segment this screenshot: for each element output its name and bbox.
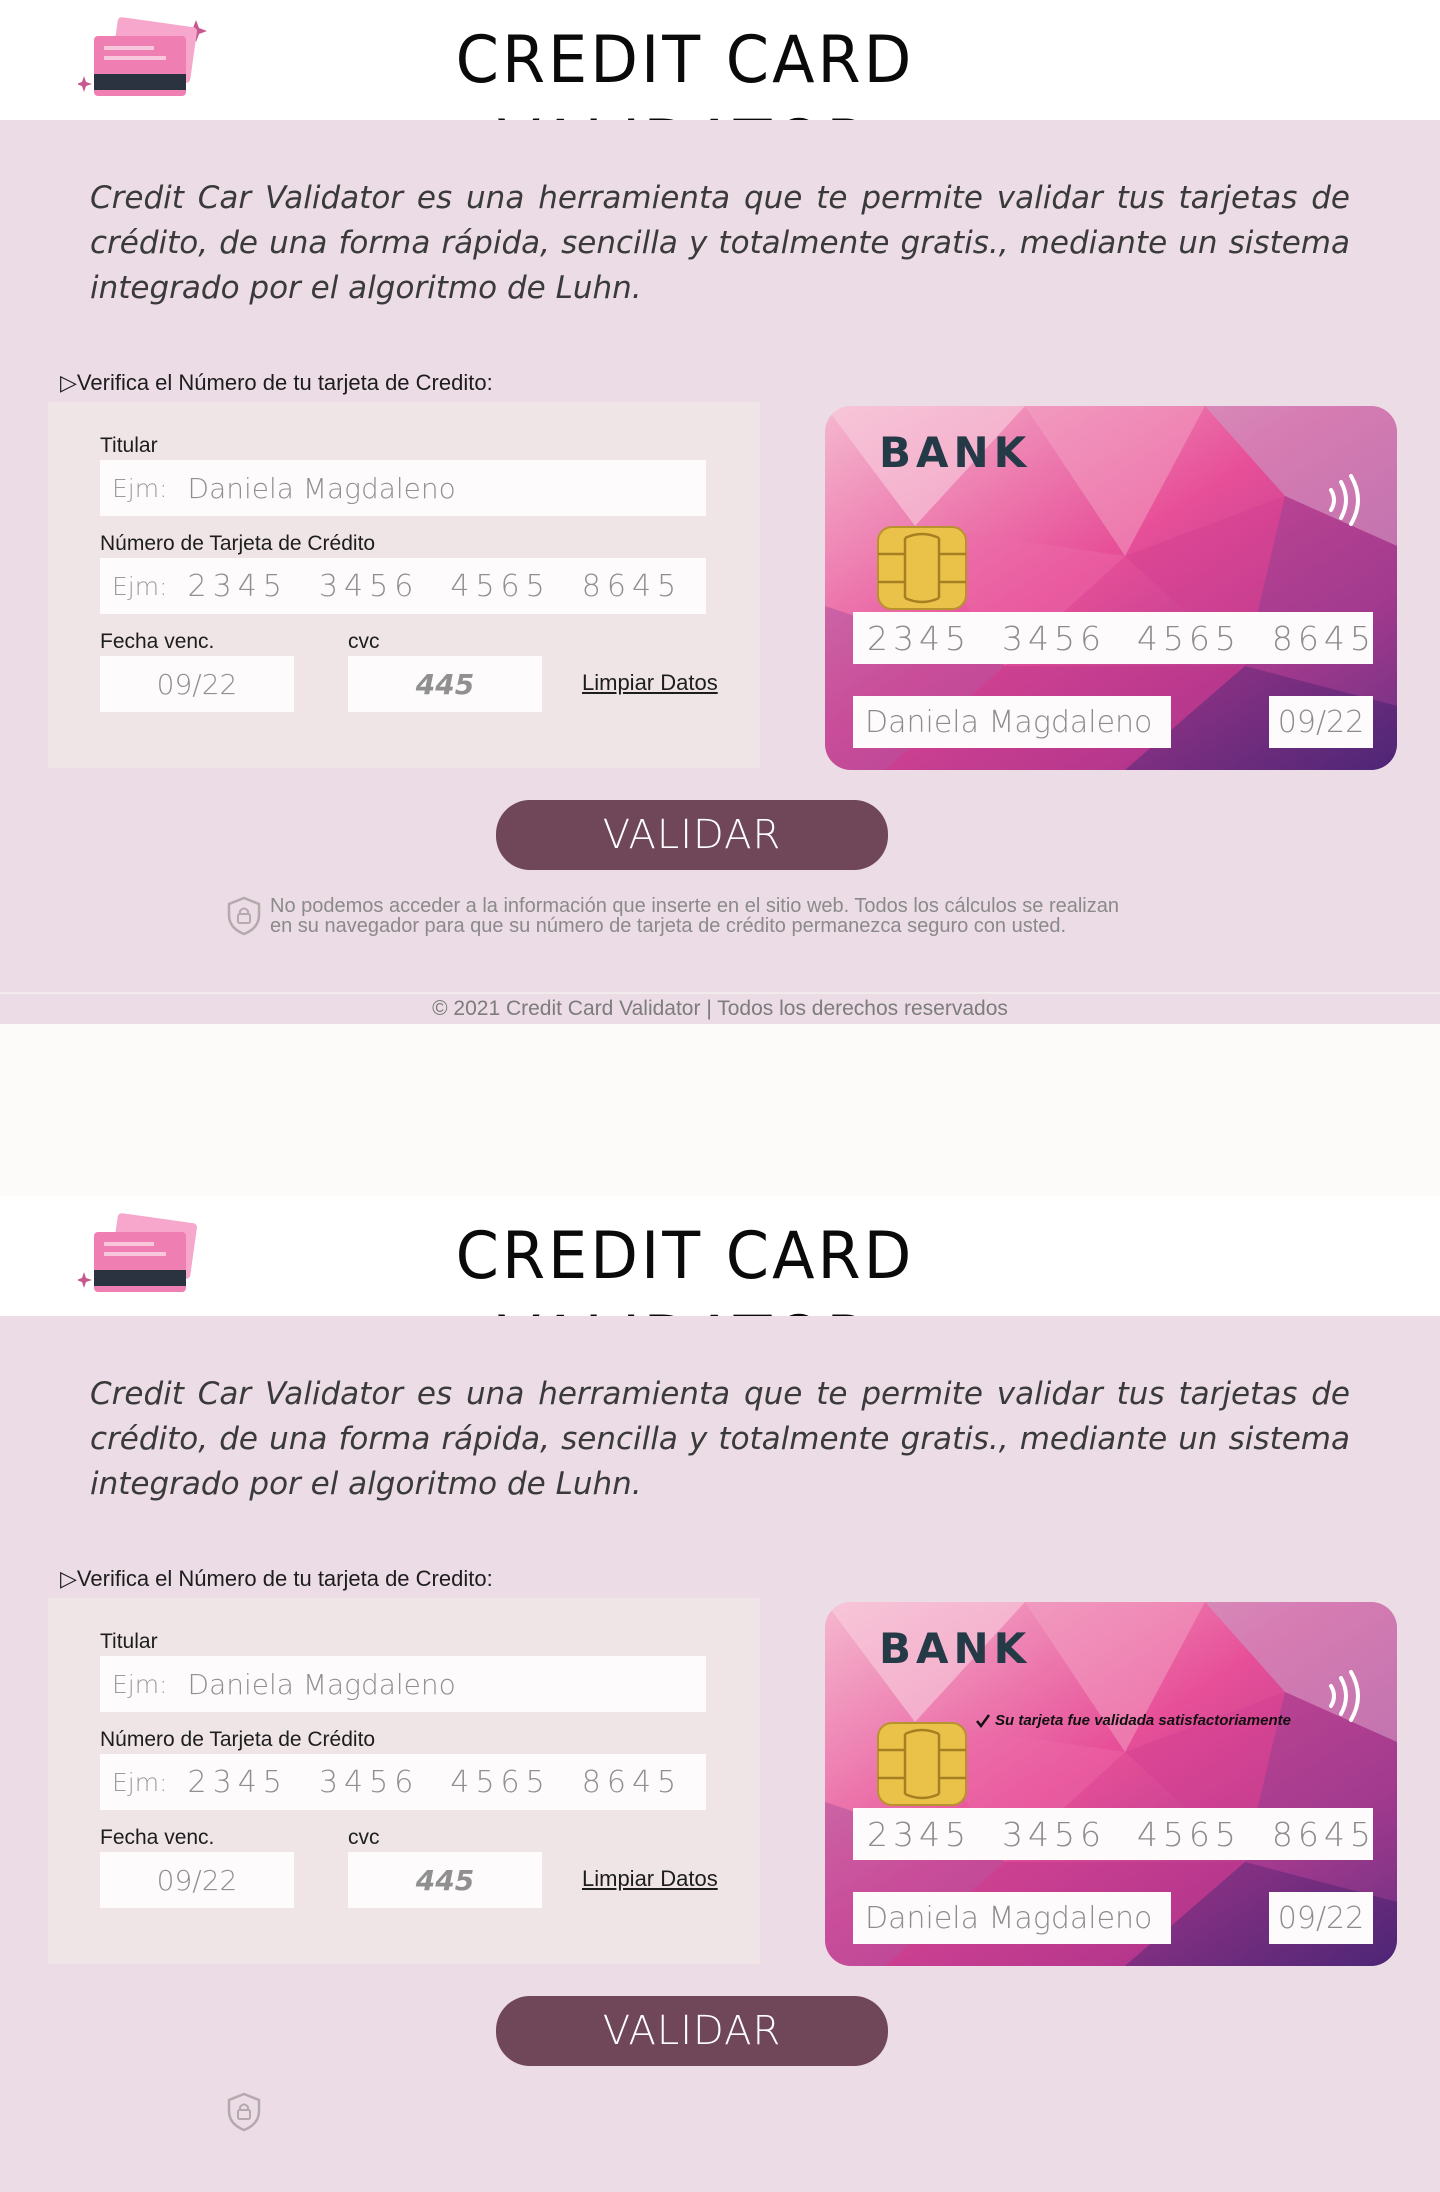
card-number-display: 2345 3456 4565 8645 [853, 612, 1373, 664]
card-number-input[interactable] [100, 1754, 706, 1810]
privacy-notice [226, 2092, 1226, 2132]
bank-name: BANK [879, 428, 1032, 477]
footer: © 2021 Credit Card Validator | Todos los derechos reservados [0, 994, 1440, 1024]
card-preview [825, 406, 1397, 770]
holder-label: Titular [100, 1630, 158, 1653]
cvc-value: 445 [415, 1863, 475, 1897]
header [0, 1196, 1440, 1316]
validate-button[interactable]: VALIDAR [496, 800, 888, 870]
holder-value: Daniela Magdaleno [187, 471, 456, 505]
verify-heading: ▷Verifica el Número de tu tarjeta de Credito: [60, 1566, 493, 1591]
page-title: CREDIT CARD [455, 21, 915, 98]
card-expiry-display: 09/22 [1269, 1892, 1373, 1944]
privacy-line-1: No podemos acceder a la información que inserte en el sitio web. Todos los cálculos se realizan [270, 895, 1119, 917]
card-number-display: 2345 3456 4565 8645 [853, 1808, 1373, 1860]
number-prefix: Ejm: [112, 571, 168, 601]
expiry-input[interactable] [100, 1852, 294, 1908]
expiry-label: Fecha venc. [100, 1826, 215, 1849]
validation-success-message [975, 1712, 1291, 1729]
intro-text: Credit Car Validator es una herramienta que te permite validar tus tarjetas de crédito, de una forma rápida, sencilla y totalmente gratis., mediante un sistema integrado por el algoritmo de Luhn. [90, 180, 1350, 306]
success-text: Su tarjeta fue validada satisfactoriamente [995, 1712, 1291, 1729]
clear-data-link[interactable]: Limpiar Datos [582, 1866, 718, 1891]
cvc-input[interactable] [348, 1852, 542, 1908]
card-form [48, 402, 760, 768]
cvc-label: cvc [348, 1826, 380, 1849]
main-content [0, 1316, 1440, 2192]
chip-icon [877, 526, 967, 610]
cards-logo-icon [78, 8, 208, 108]
number-prefix: Ejm: [112, 1767, 168, 1797]
holder-label: Titular [100, 434, 158, 457]
card-expiry-display: 09/22 [1269, 696, 1373, 748]
screen-initial [0, 0, 1440, 1024]
holder-input[interactable] [100, 1656, 706, 1712]
verify-heading: ▷Verifica el Número de tu tarjeta de Credito: [60, 370, 493, 395]
cvc-input[interactable] [348, 656, 542, 712]
screen-validated [0, 1196, 1440, 2192]
number-label: Número de Tarjeta de Crédito [100, 1728, 376, 1751]
holder-prefix: Ejm: [112, 473, 168, 503]
card-number-value: 2345 3456 4565 8645 [187, 1764, 683, 1800]
card-holder-display: Daniela Magdaleno [853, 696, 1171, 748]
number-label: Número de Tarjeta de Crédito [100, 532, 376, 555]
clear-data-link[interactable]: Limpiar Datos [582, 670, 718, 695]
main-content [0, 120, 1440, 1020]
expiry-label: Fecha venc. [100, 630, 215, 653]
cvc-value: 445 [415, 667, 475, 701]
intro-text: Credit Car Validator es una herramienta que te permite validar tus tarjetas de crédito, de una forma rápida, sencilla y totalmente gratis., mediante un sistema integrado por el algoritmo de Luhn. [90, 1376, 1350, 1502]
privacy-notice [226, 896, 1226, 936]
card-form [48, 1598, 760, 1964]
contactless-icon [1325, 1668, 1369, 1724]
privacy-line-2: en su navegador para que su número de tarjeta de crédito permanezca seguro con usted. [270, 915, 1067, 937]
expiry-value: 09/22 [156, 1863, 238, 1897]
holder-prefix: Ejm: [112, 1669, 168, 1699]
cards-logo-icon [78, 1204, 208, 1304]
holder-input[interactable] [100, 460, 706, 516]
expiry-input[interactable] [100, 656, 294, 712]
holder-value: Daniela Magdaleno [187, 1667, 456, 1701]
header [0, 0, 1440, 120]
card-number-value: 2345 3456 4565 8645 [187, 568, 683, 604]
shield-lock-icon [226, 896, 262, 936]
bank-name: BANK [879, 1624, 1032, 1673]
card-preview [825, 1602, 1397, 1966]
expiry-value: 09/22 [156, 667, 238, 701]
shield-lock-icon [226, 2092, 262, 2132]
card-holder-display: Daniela Magdaleno [853, 1892, 1171, 1944]
contactless-icon [1325, 472, 1369, 528]
validate-button[interactable]: VALIDAR [496, 1996, 888, 2066]
checkmark-icon [975, 1713, 991, 1729]
cvc-label: cvc [348, 630, 380, 653]
chip-icon [877, 1722, 967, 1806]
page-title: CREDIT CARD [455, 1217, 915, 1294]
card-number-input[interactable] [100, 558, 706, 614]
